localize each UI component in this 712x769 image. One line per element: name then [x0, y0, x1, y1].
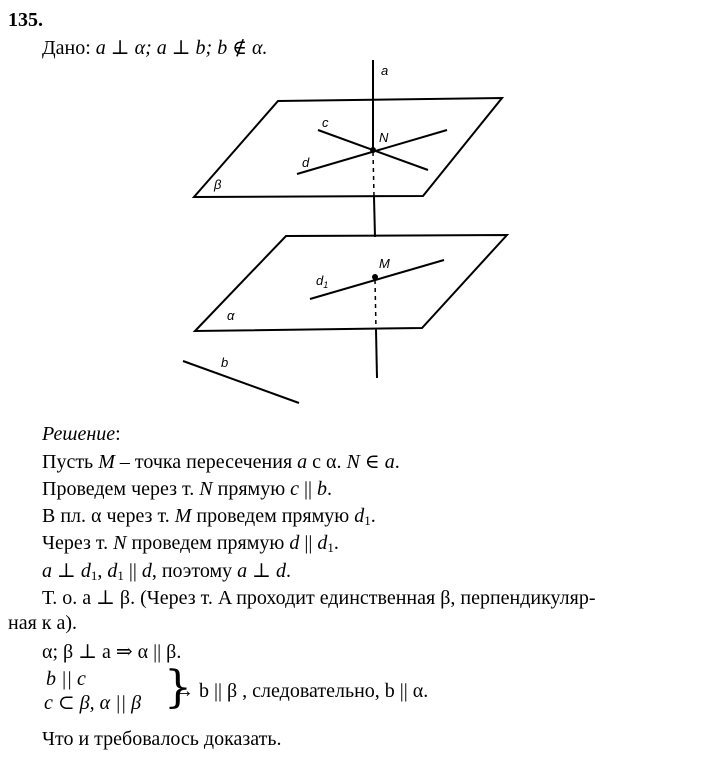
conclusion: Что и требовалось доказать. — [42, 728, 282, 750]
plane-alpha — [195, 235, 507, 331]
line-a-bottom — [376, 330, 377, 378]
point-M — [372, 274, 378, 280]
solution-line-7: ная к a). — [8, 612, 78, 634]
given-label: Дано: — [42, 37, 91, 59]
solution-line-3: В пл. α через т. M проведем прямую $d_1$. — [42, 505, 376, 528]
line-a-between — [374, 197, 375, 237]
solution-line-6: Т. о. a ⊥ β. (Через т. A проходит единственная β, перпендикуляр- — [42, 587, 596, 609]
line-a-hidden-alpha — [375, 280, 376, 330]
label-alpha: α — [227, 308, 235, 323]
line-b — [183, 361, 299, 403]
label-N: N — [379, 130, 389, 145]
label-a: a — [381, 63, 389, 78]
solution-line-5: a ⊥ $d_1$, $d_1$ || d, поэтому a ⊥ d. — [42, 560, 291, 583]
label-M: M — [379, 256, 390, 271]
system-row-2: c ⊂ β, α || β — [44, 692, 142, 714]
solution-line-1: Пусть M – точка пересечения a с α. N ∈ a. — [42, 451, 400, 473]
point-N — [370, 147, 376, 153]
label-beta: β — [214, 177, 222, 192]
line-a-hidden-beta — [373, 152, 374, 196]
label-d1: $d_1$ — [316, 273, 329, 290]
system-row-1: b || c — [46, 668, 86, 690]
system-brace: } — [164, 662, 192, 713]
solution-heading: Решение: — [42, 423, 121, 445]
line-d1 — [310, 260, 444, 299]
label-d: d — [302, 155, 310, 170]
system-result: → b || β , следовательно, b || α. — [174, 680, 429, 702]
label-c: c — [322, 115, 329, 130]
label-b: b — [221, 355, 229, 370]
given-formula: a ⊥ α; a ⊥ b; b ∉ α. — [95, 37, 268, 59]
plane-beta — [194, 98, 502, 197]
problem-number: 135. — [8, 9, 43, 31]
solution-line-2: Проведем через т. N прямую c || b. — [42, 478, 333, 500]
solution-line-4: Через т. N проведем прямую d || $d_1$. — [42, 532, 339, 555]
solution-line-8: α; β ⊥ a ⇒ α || β. — [42, 641, 182, 663]
